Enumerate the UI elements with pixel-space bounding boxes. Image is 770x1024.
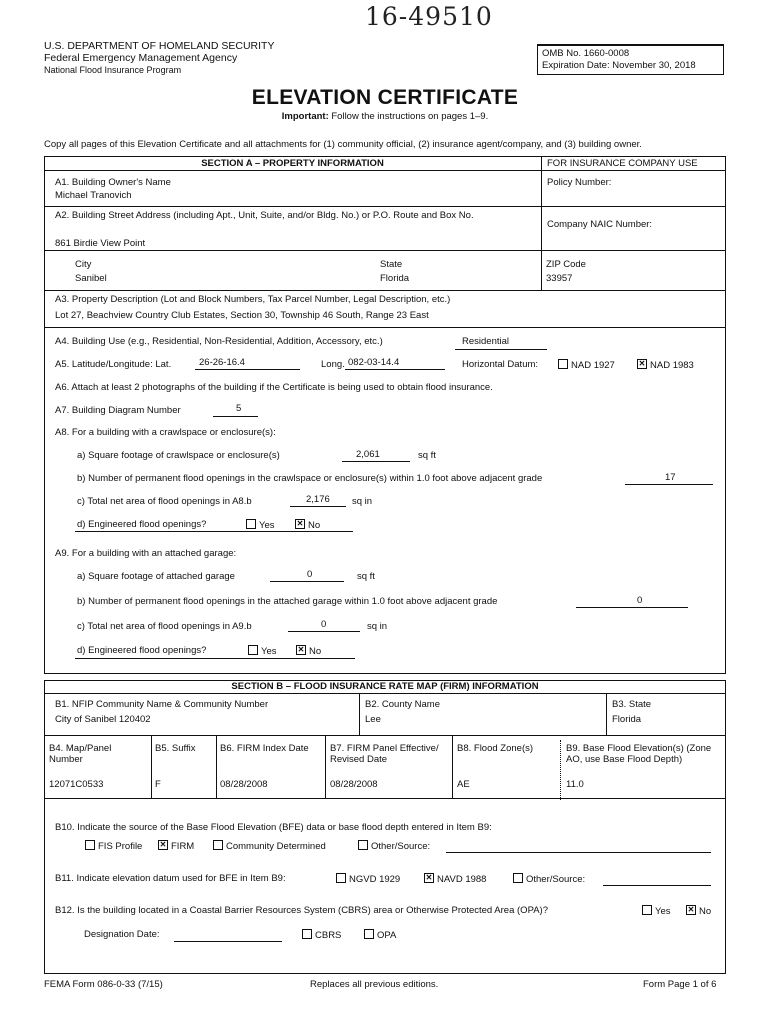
a9d-yes-option[interactable]: Yes	[248, 645, 277, 657]
b11-other-option[interactable]: Other/Source:	[513, 873, 585, 885]
state-value[interactable]: Florida	[380, 273, 410, 284]
b5-suffix[interactable]: F	[155, 779, 161, 790]
naic-number-label: Company NAIC Number:	[547, 219, 653, 230]
b9-base-flood-elevation[interactable]: 11.0	[566, 779, 584, 790]
community-determined-checkbox[interactable]	[213, 840, 223, 850]
section-a-heading: SECTION A – PROPERTY INFORMATION	[201, 158, 384, 169]
b3-state[interactable]: Florida	[612, 714, 642, 725]
a9a-value[interactable]: 0	[307, 569, 313, 580]
b8-label: B8. Flood Zone(s)	[457, 743, 534, 754]
b3-label: B3. State	[612, 699, 652, 710]
a9c-unit: sq in	[367, 621, 388, 632]
insurance-use-heading: FOR INSURANCE COMPANY USE	[547, 158, 698, 169]
policy-number-label: Policy Number:	[547, 177, 612, 188]
a8a-unit: sq ft	[418, 450, 436, 461]
a5-longitude[interactable]: 082-03-14.4	[348, 357, 400, 368]
nad-1983-option[interactable]: ✕ NAD 1983	[637, 359, 694, 371]
b12-yes-option[interactable]: Yes	[642, 905, 671, 917]
b10-label: B10. Indicate the source of the Base Flood Elevation (BFE) data or base flood depth entered in Item B9:	[55, 822, 492, 833]
city-label: City	[75, 259, 92, 270]
opa-option[interactable]: OPA	[364, 929, 396, 941]
copy-instructions: Copy all pages of this Elevation Certificate and all attachments for (1) community official, (2) insurance agent/company, and (3) building owner.	[44, 139, 642, 150]
b10-other-checkbox[interactable]	[358, 840, 368, 850]
agency-name: Federal Emergency Management Agency	[44, 52, 238, 64]
a8d-yes-option[interactable]: Yes	[246, 519, 275, 531]
community-determined-option[interactable]: Community Determined	[213, 840, 326, 852]
a8b-label: b) Number of permanent flood openings in the crawlspace or enclosure(s) within 1.0 foot above adjacent grade	[77, 473, 543, 484]
omb-number: OMB No. 1660-0008	[542, 48, 630, 59]
a2-label: A2. Building Street Address (including Apt., Unit, Suite, and/or Bldg. No.) or P.O. Route and Box No.	[55, 210, 474, 221]
b5-label: B5. Suffix	[155, 743, 196, 754]
b11-label: B11. Indicate elevation datum used for BFE in Item B9:	[55, 873, 286, 884]
designation-date-label: Designation Date:	[84, 929, 160, 940]
horizontal-datum-label: Horizontal Datum:	[462, 359, 539, 370]
replaces-note: Replaces all previous editions.	[310, 979, 439, 990]
page-title: ELEVATION CERTIFICATE	[251, 86, 519, 109]
a5-long-label: Long.	[321, 359, 345, 370]
ngvd-option[interactable]: NGVD 1929	[336, 873, 400, 885]
a8d-label: d) Engineered flood openings?	[77, 519, 207, 530]
a8a-value[interactable]: 2,061	[356, 449, 380, 460]
a8b-value[interactable]: 17	[665, 472, 676, 483]
b12-no-option[interactable]: ✕ No	[686, 905, 711, 917]
b8-flood-zone[interactable]: AE	[457, 779, 470, 790]
city-value[interactable]: Sanibel	[75, 273, 107, 284]
b6-label: B6. FIRM Index Date	[220, 743, 309, 754]
a8c-unit: sq in	[352, 496, 373, 507]
nad-1927-option[interactable]: NAD 1927	[558, 359, 615, 371]
fis-profile-option[interactable]: FIS Profile	[85, 840, 142, 852]
a9d-no-option[interactable]: ✕ No	[296, 645, 321, 657]
nad-1927-checkbox[interactable]	[558, 359, 568, 369]
a4-label: A4. Building Use (e.g., Residential, Non-Residential, Addition, Accessory, etc.)	[55, 336, 383, 347]
a5-label: A5. Latitude/Longitude: Lat.	[55, 359, 172, 370]
cbrs-option[interactable]: CBRS	[302, 929, 341, 941]
form-number: FEMA Form 086-0-33 (7/15)	[44, 979, 163, 990]
a8d-yes-checkbox[interactable]	[246, 519, 256, 529]
a2-street-address[interactable]: 861 Birdie View Point	[55, 238, 146, 249]
a4-building-use[interactable]: Residential	[462, 336, 509, 347]
b11-other-checkbox[interactable]	[513, 873, 523, 883]
zip-value[interactable]: 33957	[546, 273, 573, 284]
agency-block	[44, 40, 274, 76]
a8d-no-checkbox[interactable]	[295, 519, 305, 529]
page-number: Form Page 1 of 6	[643, 979, 717, 990]
b4-map-panel[interactable]: 12071C0533	[49, 779, 104, 790]
important-note: Important: Follow the instructions on pages 1–9.	[281, 111, 489, 122]
a7-diagram-number[interactable]: 5	[236, 403, 242, 414]
a9d-label: d) Engineered flood openings?	[77, 645, 207, 656]
a9a-unit: sq ft	[357, 571, 375, 582]
a1-label: A1. Building Owner's Name	[55, 177, 171, 188]
section-b-heading: SECTION B – FLOOD INSURANCE RATE MAP (FIRM) INFORMATION	[231, 681, 539, 692]
b12-no-checkbox[interactable]	[686, 905, 696, 915]
b2-label: B2. County Name	[365, 699, 440, 710]
a3-property-description[interactable]: Lot 27, Beachview Country Club Estates, Section 30, Township 46 South, Range 23 East	[55, 310, 429, 321]
navd-option[interactable]: ✕ NAVD 1988	[424, 873, 486, 885]
a8d-no-option[interactable]: ✕ No	[295, 519, 320, 531]
a8a-label: a) Square footage of crawlspace or enclosure(s)	[77, 450, 280, 461]
b4-label: B4. Map/Panel Number	[49, 743, 112, 765]
a8c-label: c) Total net area of flood openings in A8.b	[77, 496, 252, 507]
handwritten-number: 16-49510	[365, 2, 493, 31]
a5-latitude[interactable]: 26-26-16.4	[199, 357, 245, 368]
b1-community[interactable]: City of Sanibel 120402	[55, 714, 151, 725]
a9c-value[interactable]: 0	[321, 619, 327, 630]
a9b-label: b) Number of permanent flood openings in the attached garage within 1.0 foot above adjacent grade	[77, 596, 498, 607]
a9a-label: a) Square footage of attached garage	[77, 571, 235, 582]
navd-checkbox[interactable]	[424, 873, 434, 883]
nad-1983-checkbox[interactable]	[637, 359, 647, 369]
b2-county[interactable]: Lee	[365, 714, 381, 725]
b12-label: B12. Is the building located in a Coastal Barrier Resources System (CBRS) area or Otherwise Protected Area (OPA)?	[55, 905, 548, 916]
a9c-label: c) Total net area of flood openings in A9.b	[77, 621, 252, 632]
omb-box	[537, 44, 724, 75]
b9-label: B9. Base Flood Elevation(s) (Zone AO, use Base Flood Depth)	[566, 743, 712, 765]
state-label: State	[380, 259, 403, 270]
firm-checkbox[interactable]	[158, 840, 168, 850]
opa-checkbox[interactable]	[364, 929, 374, 939]
b1-label: B1. NFIP Community Name & Community Number	[55, 699, 269, 710]
b7-label: B7. FIRM Panel Effective/ Revised Date	[330, 743, 439, 765]
program-name: National Flood Insurance Program	[44, 65, 182, 75]
firm-option[interactable]: ✕ FIRM	[158, 840, 194, 852]
a1-owner-name[interactable]: Michael Tranovich	[55, 190, 132, 201]
b12-yes-checkbox[interactable]	[642, 905, 652, 915]
a9-label: A9. For a building with an attached garage:	[55, 548, 237, 559]
cbrs-checkbox[interactable]	[302, 929, 312, 939]
a8-label: A8. For a building with a crawlspace or enclosure(s):	[55, 427, 276, 438]
b6-firm-index-date[interactable]: 08/28/2008	[220, 779, 268, 790]
a7-label: A7. Building Diagram Number	[55, 405, 181, 416]
a6-text: A6. Attach at least 2 photographs of the building if the Certificate is being used to obtain flood insurance.	[55, 382, 493, 393]
a9d-no-checkbox[interactable]	[296, 645, 306, 655]
ngvd-checkbox[interactable]	[336, 873, 346, 883]
a9b-value[interactable]: 0	[637, 595, 643, 606]
a9d-yes-checkbox[interactable]	[248, 645, 258, 655]
a3-label: A3. Property Description (Lot and Block Numbers, Tax Parcel Number, Legal Description, etc.)	[55, 294, 451, 305]
b10-other-option[interactable]: Other/Source:	[358, 840, 430, 852]
a8c-value[interactable]: 2,176	[306, 494, 330, 505]
dept-name: U.S. DEPARTMENT OF HOMELAND SECURITY	[44, 40, 275, 52]
expiration-date: Expiration Date: November 30, 2018	[542, 60, 696, 71]
b7-panel-date[interactable]: 08/28/2008	[330, 779, 378, 790]
fis-profile-checkbox[interactable]	[85, 840, 95, 850]
zip-label: ZIP Code	[546, 259, 586, 270]
